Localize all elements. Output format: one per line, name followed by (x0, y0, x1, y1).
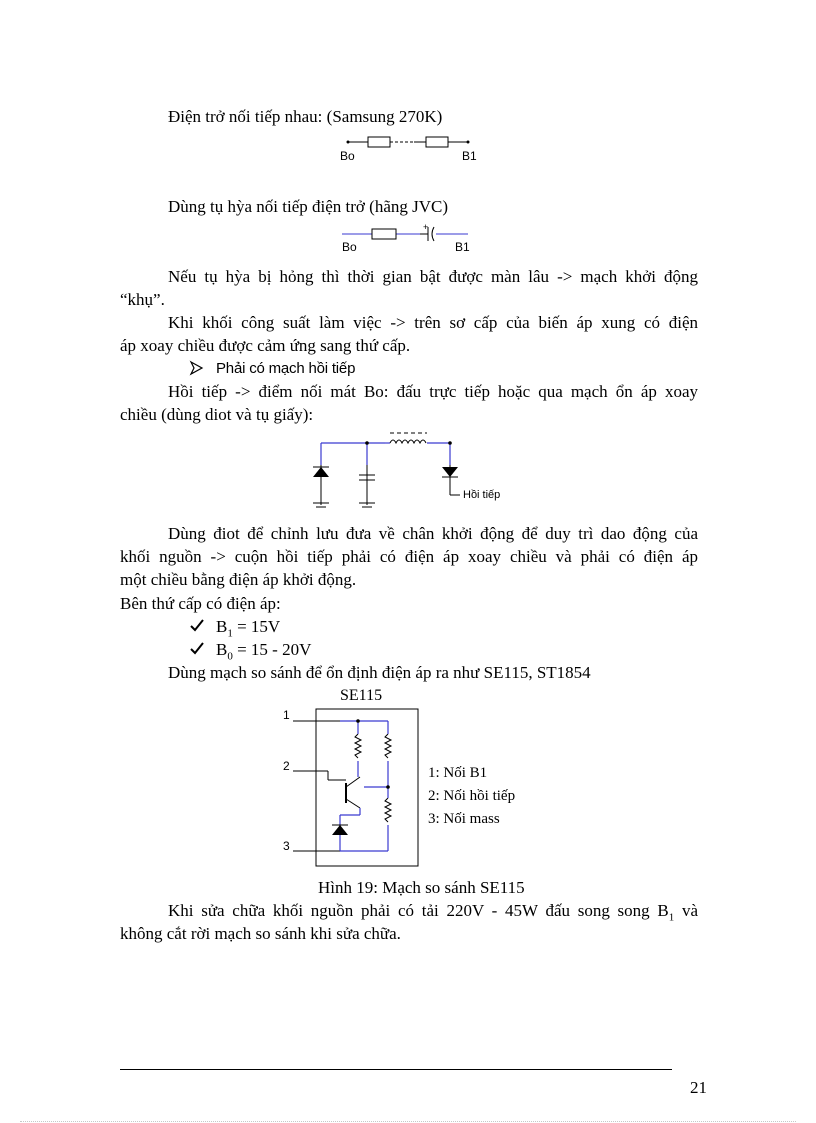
inductor-coil (390, 440, 426, 443)
resistor-left (355, 734, 361, 758)
paragraph-line: không cắt rời mạch so sánh khi sửa chữa. (120, 924, 401, 943)
resistor-1 (368, 137, 390, 147)
diode-1 (313, 467, 329, 477)
capacitor-curved-plate (432, 227, 434, 241)
paragraph-line: Hồi tiếp -> điểm nối mát Bo: đấu trực tiếp hoặc qua mạch ổn áp xoay (168, 382, 698, 401)
bullet-arrow-icon (190, 357, 204, 380)
legend-pin1: 1: Nối B1 (428, 765, 488, 781)
paragraph-line: “khụ”. (120, 290, 165, 309)
check-icon (190, 615, 204, 638)
check-item-b0: $B_0 = 15 - 20V$ (216, 640, 312, 663)
resistor-right-bottom (385, 798, 391, 822)
svg-text:3: 3 (283, 839, 290, 853)
svg-text:2: 2 (283, 759, 290, 773)
paragraph-line: khối nguồn -> cuộn hồi tiếp phải có điện áp xoay chiều và phải có điện áp (120, 547, 698, 566)
bullet-text: Phải có mạch hồi tiếp (216, 360, 356, 377)
page-edge-divider (20, 1121, 796, 1122)
figure-resistor-capacitor (340, 222, 490, 258)
paragraph-line: một chiều bằng điện áp khởi động. (120, 570, 357, 589)
label-b1: B1 (455, 240, 470, 254)
svg-text:1: 1 (283, 708, 290, 722)
svg-text:+: + (423, 222, 429, 232)
label-b1: B1 (462, 149, 477, 163)
diode-2 (442, 467, 458, 477)
resistor-right-top (385, 734, 391, 758)
figure-caption: Hình 19: Mạch so sánh SE115 (318, 878, 525, 897)
paragraph-line: Khi khối công suất làm việc -> trên sơ cấp của biến áp xung có điện (168, 313, 698, 332)
figure-se115 (280, 683, 540, 873)
paragraph-line: Khi sửa chữa khối nguồn phải có tải 220V - 45W đấu song song $B_1$ và (168, 901, 698, 924)
figure-feedback-circuit (305, 425, 525, 515)
paragraph-series-resistors: Điện trở nối tiếp nhau: (Samsung 270K) (168, 107, 443, 126)
legend-pin2: 2: Nối hồi tiếp (428, 788, 516, 804)
page-number: 21 (690, 1078, 707, 1097)
legend-pin3: 3: Nối mass (428, 811, 500, 827)
footer-rule (120, 1069, 672, 1070)
paragraph-line: Nếu tụ hỳa bị hỏng thì thời gian bật được màn lâu -> mạch khởi động (168, 267, 698, 286)
check-icon (190, 638, 204, 661)
feedback-label: Hồi tiếp (463, 489, 501, 501)
paragraph-line: Dùng mạch so sánh để ổn định điện áp ra như SE115, ST1854 (168, 663, 591, 682)
label-bo: Bo (340, 149, 355, 163)
label-bo: Bo (342, 240, 357, 254)
zener-diode (332, 825, 348, 835)
resistor-2 (426, 137, 448, 147)
ic-title: SE115 (340, 687, 383, 704)
figure-series-resistors (340, 130, 490, 170)
resistor (372, 229, 396, 239)
paragraph-line: Dùng điot để chỉnh lưu đưa về chân khởi động để duy trì dao động của (168, 524, 698, 543)
check-item-b1: $B_1 = 15V$ (216, 617, 281, 640)
paragraph-capacitor-series: Dùng tụ hỳa nối tiếp điện trở (hãng JVC) (168, 197, 449, 216)
paragraph-line: chiều (dùng diot và tụ giấy): (120, 405, 314, 424)
paragraph-line: áp xoay chiều được cảm ứng sang thứ cấp. (120, 336, 411, 355)
paragraph-line: Bên thứ cấp có điện áp: (120, 594, 281, 613)
